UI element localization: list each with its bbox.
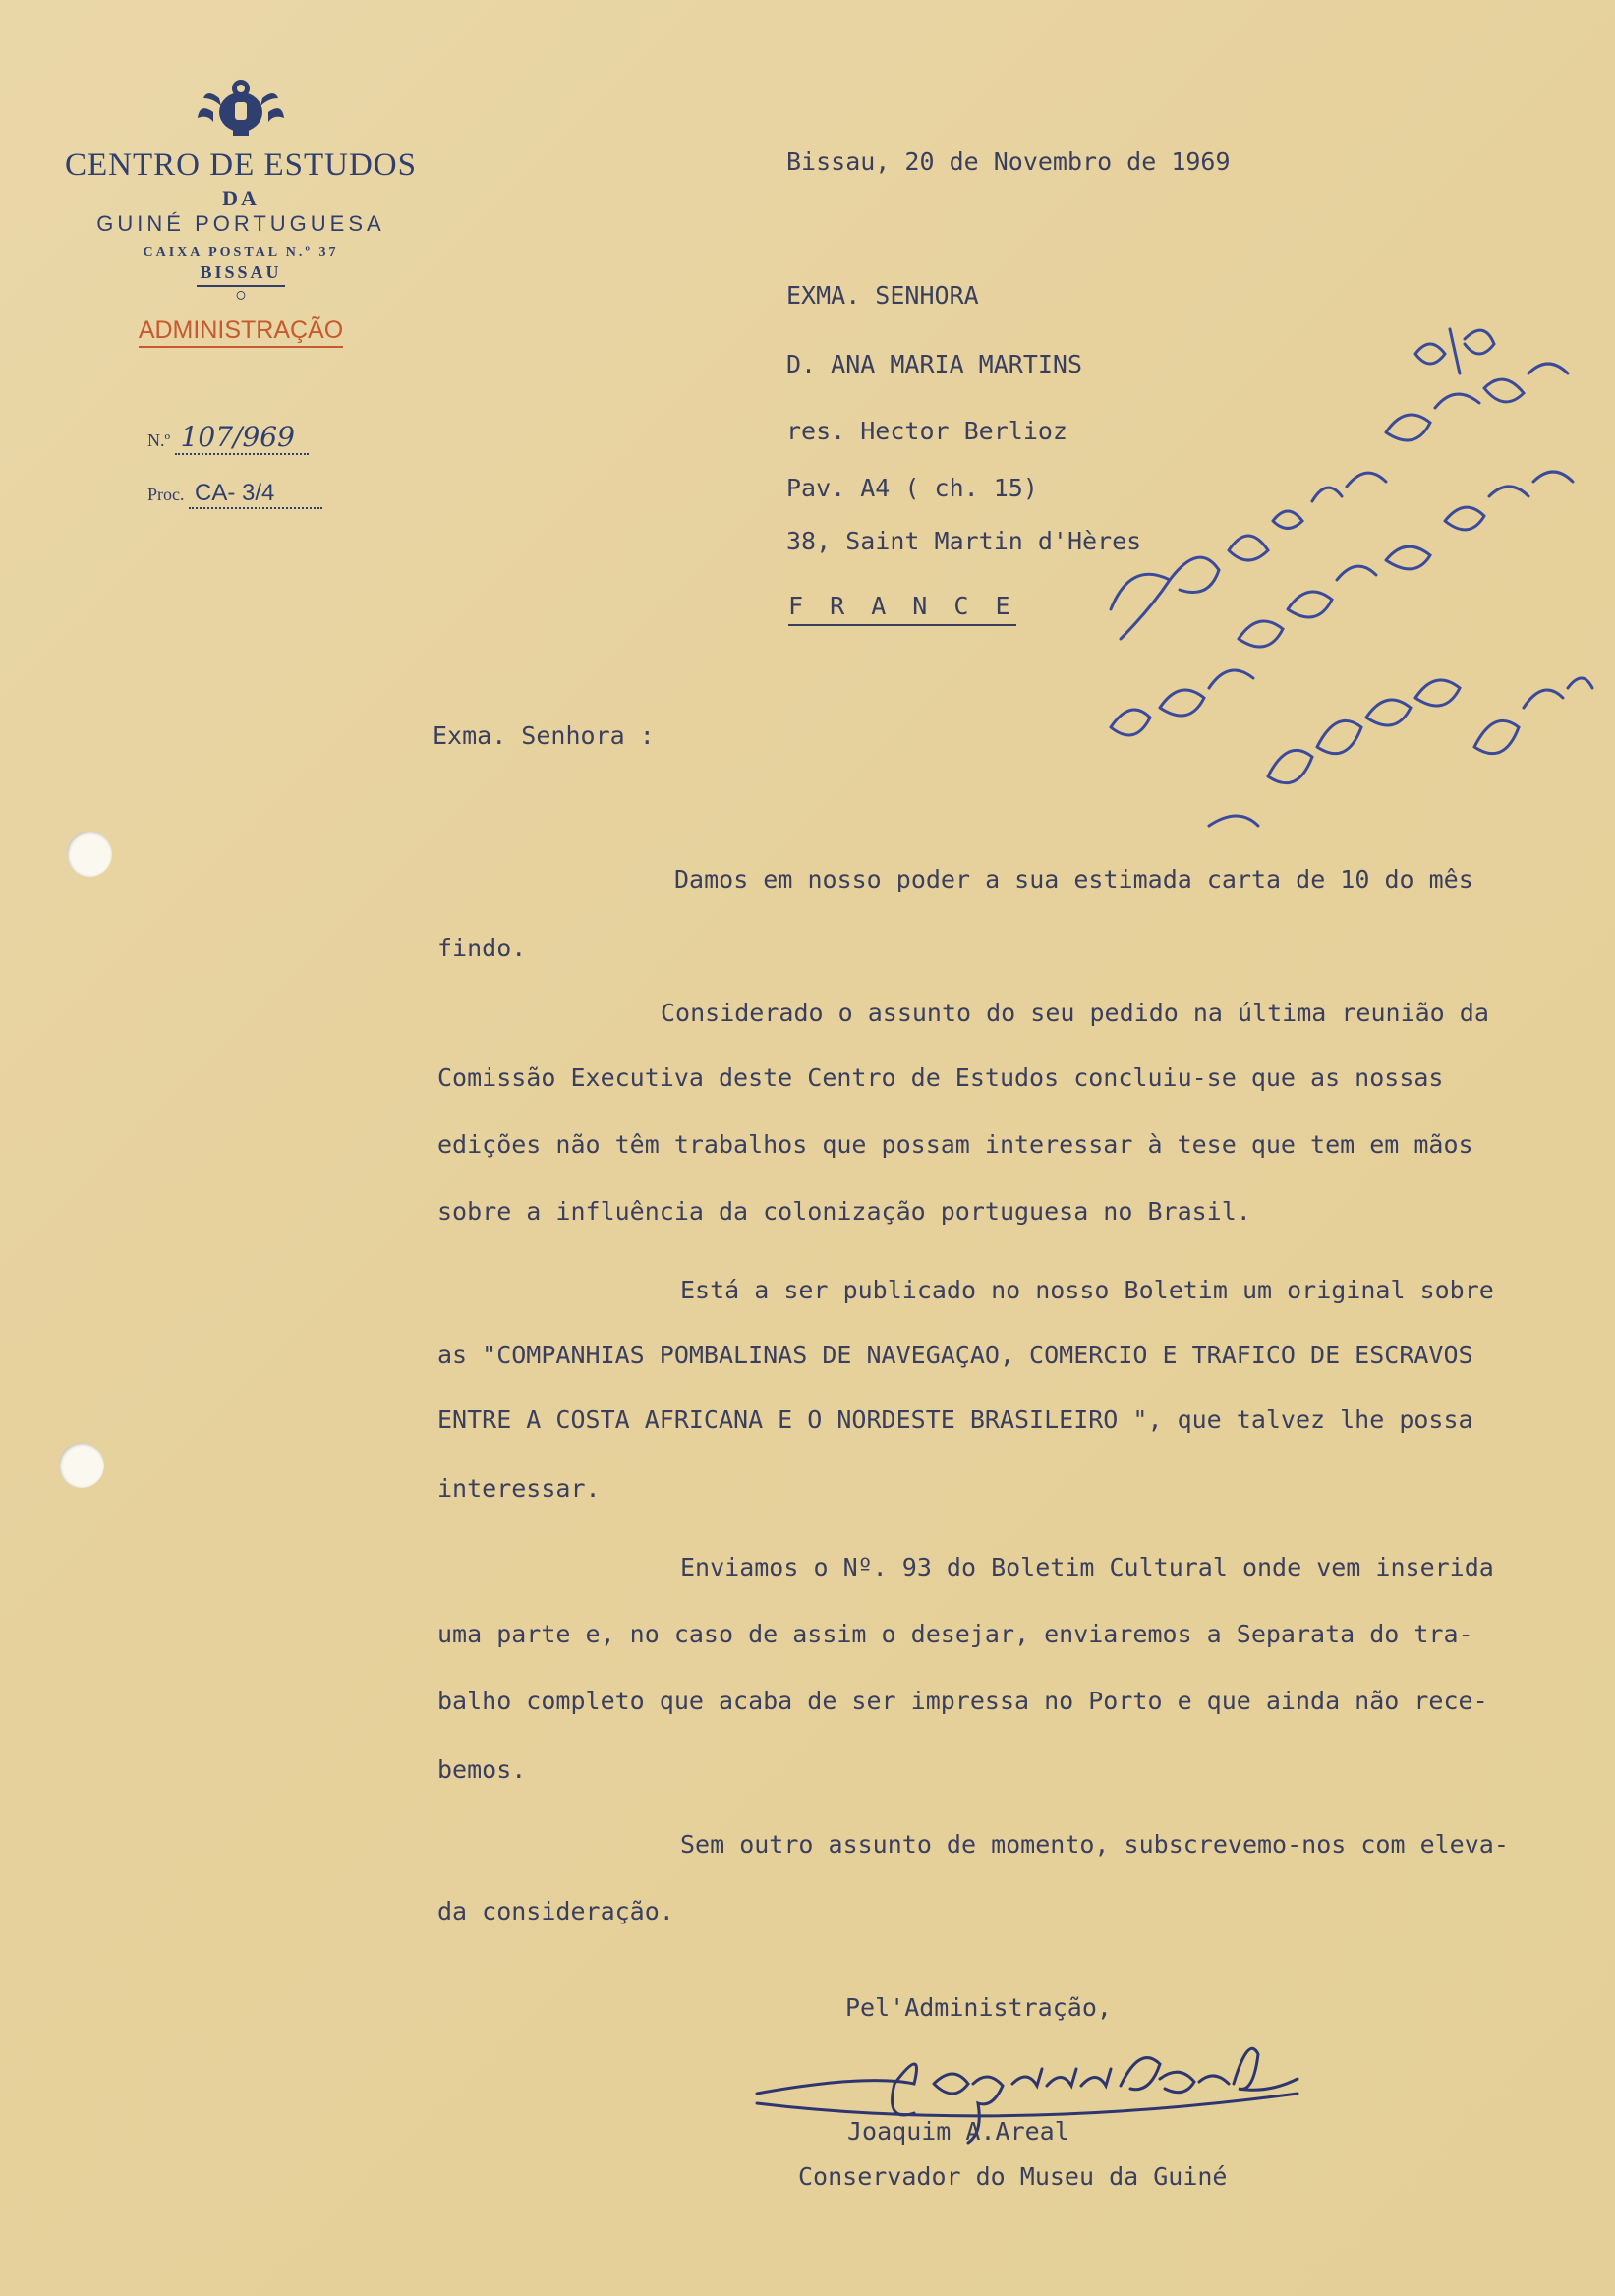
body-line: sobre a influência da colonização portuguesa no Brasil. [437, 1197, 1251, 1226]
proc-value: CA- 3/4 [189, 480, 322, 509]
body-line: Enviamos o Nº. 93 do Boletim Cultural onde vem inserida [680, 1553, 1494, 1581]
recipient-line-4: Pav. A4 ( ch. 15) [786, 474, 1038, 502]
body-line: Damos em nosso poder a sua estimada carta de 10 do mês [674, 865, 1473, 893]
signatory-title: Conservador do Museu da Guiné [798, 2162, 1228, 2191]
handwritten-annotation [1091, 315, 1602, 865]
recipient-line-2: D. ANA MARIA MARTINS [786, 350, 1083, 378]
org-postbox: CAIXA POSTAL N.º 37 [143, 245, 339, 259]
recipient-line-5: 38, Saint Martin d'Hères [786, 527, 1142, 555]
body-line: as "COMPANHIAS POMBALINAS DE NAVEGAÇAO, COMERCIO E TRAFICO DE ESCRAVOS [437, 1341, 1473, 1369]
body-line: edições não têm trabalhos que possam interessar à tese que tem em mãos [437, 1130, 1473, 1159]
department-stamp: ADMINISTRAÇÃO [59, 316, 423, 345]
org-name-da: DA [222, 186, 260, 210]
org-name: CENTRO DE ESTUDOS [64, 147, 417, 183]
closing-line: Pel'Administração, [845, 1993, 1112, 2022]
body-line: ENTRE A COSTA AFRICANA E O NORDESTE BRASILEIRO ", que talvez lhe possa [437, 1406, 1473, 1434]
proc-label: Proc. [147, 485, 185, 504]
punch-hole-lower [59, 1443, 104, 1488]
recipient-country: F R A N C E [788, 592, 1016, 626]
body-line: Considerado o assunto do seu pedido na última reunião da [661, 999, 1489, 1027]
body-line: findo. [437, 934, 527, 962]
body-line: Sem outro assunto de momento, subscrevemo-nos com eleva- [680, 1830, 1509, 1859]
place-date: Bissau, 20 de Novembro de 1969 [786, 147, 1231, 176]
recipient-line-1: EXMA. SENHORA [786, 281, 979, 310]
body-line: Comissão Executiva deste Centro de Estudos concluiu-se que as nossas [437, 1063, 1444, 1092]
letterhead [59, 69, 423, 345]
process-reference [147, 480, 322, 509]
reference-number [147, 421, 309, 455]
body-line: da consideração. [437, 1897, 674, 1925]
crest-icon [194, 69, 288, 140]
body-line: interessar. [437, 1474, 601, 1503]
salutation: Exma. Senhora : [433, 721, 655, 750]
org-city: BISSAU [200, 262, 282, 282]
org-country: GUINÉ PORTUGUESA [96, 211, 385, 236]
body-line: Está a ser publicado no nosso Boletim um original sobre [680, 1276, 1494, 1304]
body-line: uma parte e, no caso de assim o desejar, enviaremos a Separata do tra- [437, 1620, 1473, 1648]
number-value: 107/969 [175, 421, 309, 455]
body-line: bemos. [437, 1755, 527, 1784]
body-line: balho completo que acaba de ser impressa no Porto e que ainda não rece- [437, 1687, 1488, 1715]
punch-hole-upper [67, 832, 112, 877]
number-label: N.º [147, 430, 171, 450]
recipient-line-3: res. Hector Berlioz [786, 417, 1067, 445]
signatory-name: Joaquim A.Areal [847, 2117, 1069, 2146]
ornament-icon: ◯ [236, 287, 246, 303]
